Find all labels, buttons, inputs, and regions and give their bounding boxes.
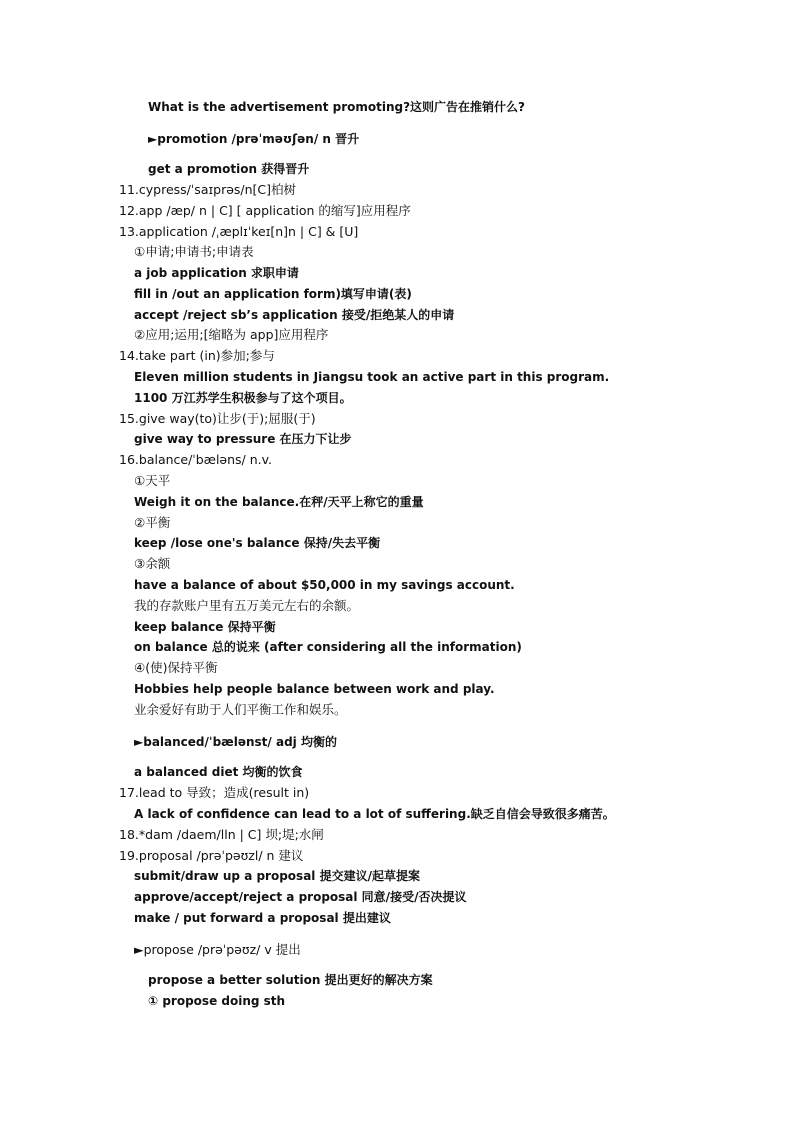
text-line: ②平衡 [134,515,171,530]
text-line: ②应用;运用;[缩略为 app]应用程序 [134,327,329,342]
text-line: Weigh it on the balance.在秤/天平上称它的重量 [134,495,424,509]
text-line: accept /reject sb’s application 接受/拒绝某人的申请 [134,308,455,322]
text-line: ①天平 [134,473,171,488]
text-line: fill in /out an application form)填写申请(表) [134,287,412,301]
entry-heading: 11.cypress/ˈsaɪprəs/n[C]柏树 [119,182,297,197]
entry-heading: 16.balance/ˈbæləns/ n.v. [119,452,273,467]
text-line: approve/accept/reject a proposal 同意/接受/否决提议 [134,890,467,904]
text-line: submit/draw up a proposal 提交建议/起草提案 [134,869,420,883]
text-line: ①申请;申请书;申请表 [134,244,254,259]
text-line: ►balanced/ˈbælənst/ adj 均衡的 [134,735,337,749]
entry-heading: 19.proposal /prəˈpəʊzl/ n 建议 [119,848,304,863]
text-line: on balance 总的说来 (after considering all the information) [134,640,522,654]
entry-heading: 17.lead to 导致；造成(result in) [119,785,310,800]
entry-heading: 15.give way(to)让步(于);屈服(于) [119,411,316,426]
entry-heading: 14.take part (in)参加;参与 [119,348,275,363]
text-line: ① propose doing sth [148,994,286,1008]
text-line: a balanced diet 均衡的饮食 [134,765,303,779]
text-line: 1100 万江苏学生积极参与了这个项目。 [134,391,352,405]
text-line: What is the advertisement promoting?这则广告在推销什么? [148,100,526,114]
text-line: 我的存款账户里有五万美元左右的余额。 [134,598,360,613]
text-line: Hobbies help people balance between work and play. [134,682,495,696]
text-line: ③余额 [134,556,171,571]
text-line: give way to pressure 在压力下让步 [134,432,352,446]
text-line: A lack of confidence can lead to a lot of suffering.缺乏自信会导致很多痛苦。 [134,807,615,821]
text-line: a job application 求职申请 [134,266,299,280]
text-line: ④(使)保持平衡 [134,660,218,675]
entry-heading: 13.application /ˌæplɪˈkeɪ[n]n | C] & [U] [119,224,359,239]
entry-heading: 12.app /æp/ n | C] [ application 的缩写]应用程序 [119,203,411,218]
text-line: ►promotion /prəˈməʊʃən/ n 晋升 [148,132,360,146]
text-line: Eleven million students in Jiangsu took an active part in this program. [134,370,610,384]
entry-heading: 18.*dam /daem/lln | C] 坝;堤;水闸 [119,827,324,842]
text-line: keep /lose one's balance 保持/失去平衡 [134,536,381,550]
text-line: have a balance of about $50,000 in my savings account. [134,578,515,592]
text-line: make / put forward a proposal 提出建议 [134,911,391,925]
text-line: keep balance 保持平衡 [134,620,276,634]
text-line: propose a better solution 提出更好的解决方案 [148,973,433,987]
text-line: 业余爱好有助于人们平衡工作和娱乐。 [134,702,347,717]
text-line: ►propose /prəˈpəʊz/ v 提出 [134,942,301,957]
text-line: get a promotion 获得晋升 [148,162,310,176]
